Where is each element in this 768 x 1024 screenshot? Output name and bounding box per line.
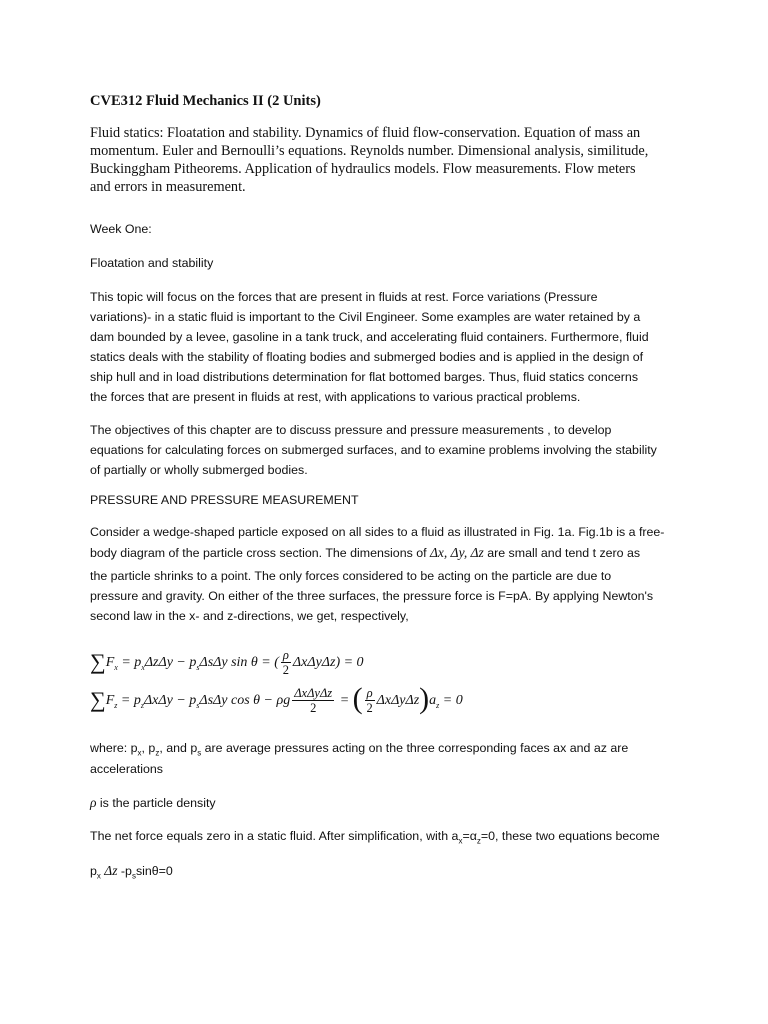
section-heading-floatation: Floatation and stability: [90, 256, 214, 270]
text-run: =0, these two equations become: [480, 829, 660, 843]
fraction: [292, 686, 334, 716]
equation-sum-fz: [90, 684, 463, 718]
text-run: where: p: [90, 741, 138, 755]
text-run: The net force equals zero in a static fluid. After simplification, with a: [90, 829, 459, 843]
paragraph-wedge-line2: [90, 545, 640, 561]
text-run: p: [90, 864, 97, 878]
subscript: x: [137, 748, 142, 758]
eq-subscript: s: [196, 662, 200, 672]
paragraph-wedge-line4: pressure and gravity. On either of the three surfaces, the pressure force is F=pA. By applying Newton's: [90, 589, 654, 603]
fraction-numerator: ρ: [366, 686, 373, 700]
paragraph-where-line2: accelerations: [90, 762, 164, 776]
paragraph-line: dam bounded by a levee, gasoline in a tank truck, and accelerating fluid containers. Furthermore, fluid: [90, 330, 649, 344]
eq-term: a: [429, 693, 437, 709]
fraction-numerator: ΔxΔyΔz: [294, 686, 333, 700]
paragraph-wedge-line5: second law in the x- and z-directions, we get, respectively,: [90, 609, 409, 623]
text-run: are small and tend t zero as: [483, 546, 641, 560]
text-run: =α: [462, 829, 477, 843]
paragraph-where: [90, 741, 628, 757]
subscript: z: [155, 748, 160, 758]
paragraph-line: of partially or wholly submerged bodies.: [90, 463, 308, 477]
fraction: [281, 648, 291, 678]
paragraph-density: [90, 795, 216, 811]
intro-line: and errors in measurement.: [90, 179, 246, 195]
eq-term: ΔsΔy cos θ − ρg: [199, 693, 291, 709]
fraction: [365, 686, 375, 716]
paragraph-net-force: [90, 829, 660, 845]
course-description: [90, 124, 690, 196]
eq-subscript: z: [140, 701, 144, 711]
text-run: body diagram of the particle cross section. The dimensions of: [90, 546, 430, 560]
eq-term: ΔxΔyΔz) = 0: [292, 655, 364, 670]
rho-symbol: ρ: [90, 795, 97, 810]
eq-term: = 0: [439, 693, 463, 709]
paragraph-line: statics deals with the stability of floating bodies and submerged bodies and is applied in the design of: [90, 350, 644, 364]
eq-subscript: z: [436, 701, 440, 711]
paragraph-line: variations)- in a static fluid is important to the Civil Engineer. Some examples are water retained by a: [90, 310, 641, 324]
paragraph-line: This topic will focus on the forces that are present in fluids at rest. Force variations (Pressure: [90, 290, 598, 304]
text-run: , p: [141, 741, 156, 755]
fraction-denominator: 2: [366, 701, 373, 715]
paragraph-forces: [90, 287, 649, 407]
eq-term: =: [336, 693, 353, 709]
text-run: , and p: [159, 741, 198, 755]
eq-subscript: x: [114, 662, 118, 672]
paragraph-wedge-line3: the particle shrinks to a point. The only forces considered to be acting on the particle are due to: [90, 569, 612, 583]
paragraph-line: The objectives of this chapter are to discuss pressure and pressure measurements , to develop: [90, 423, 612, 437]
math-dimensions: Δx, Δy, Δz: [430, 545, 484, 560]
text-run: -p: [117, 864, 132, 878]
eq-term: F: [105, 655, 115, 670]
fraction-numerator: ρ: [282, 647, 289, 662]
eq-term: ΔsΔy sin θ = (: [199, 655, 279, 670]
paragraph-line: the forces that are present in fluids at rest, with applications to various practical problems.: [90, 390, 581, 404]
eq-term: ΔxΔy − p: [143, 693, 197, 709]
week-heading: Week One:: [90, 222, 152, 236]
text-run: is the particle density: [96, 796, 216, 810]
text-run: are average pressures acting on the three corresponding faces ax and az are: [201, 741, 629, 755]
paragraph-wedge-line1: Consider a wedge-shaped particle exposed on all sides to a fluid as illustrated in Fig. 1a. Fig.1b is a free-: [90, 525, 665, 539]
fraction-denominator: 2: [310, 701, 317, 715]
equation-sum-fx: [90, 646, 364, 678]
intro-line: momentum. Euler and Bernoulli’s equations. Reynolds number. Dimensional analysis, similitude,: [90, 143, 649, 159]
intro-line: Buckinggham Pitheorems. Application of hydraulics models. Flow measurements. Flow meters: [90, 161, 636, 177]
eq-term: ΔzΔy − p: [144, 655, 197, 670]
intro-line: Fluid statics: Floatation and stability. Dynamics of fluid flow-conservation. Equation of mass an: [90, 125, 641, 141]
subscript: x: [458, 836, 463, 846]
subscript: x: [96, 871, 101, 881]
right-paren: ): [419, 682, 430, 715]
section-heading-pressure: PRESSURE AND PRESSURE MEASUREMENT: [90, 493, 359, 507]
eq-subscript: s: [196, 701, 200, 711]
course-title: CVE312 Fluid Mechanics II (2 Units): [90, 93, 321, 109]
eq-subscript: x: [141, 662, 145, 672]
paragraph-simplified-equation: [90, 863, 173, 880]
paragraph-line: equations for calculating forces on submerged surfaces, and to examine problems involving the stability: [90, 443, 657, 457]
paragraph-objectives: [90, 420, 657, 480]
eq-term: F: [105, 693, 115, 709]
eq-term: = p: [117, 655, 142, 670]
left-paren: (: [352, 682, 363, 715]
eq-term: = p: [117, 693, 141, 709]
fraction-denominator: 2: [282, 662, 290, 677]
subscript: s: [197, 748, 202, 758]
text-run: sinθ=0: [135, 864, 173, 878]
subscript: s: [131, 871, 136, 881]
subscript: z: [476, 836, 481, 846]
math-term: Δz: [100, 863, 118, 878]
paragraph-line: ship hull and in load distributions determination for flat bottomed barges. Thus, fluid statics concerns: [90, 370, 639, 384]
sigma-symbol: ∑: [90, 649, 106, 674]
eq-term: ΔxΔyΔz: [376, 693, 420, 709]
sigma-symbol: ∑: [90, 687, 106, 713]
eq-subscript: z: [114, 701, 118, 711]
